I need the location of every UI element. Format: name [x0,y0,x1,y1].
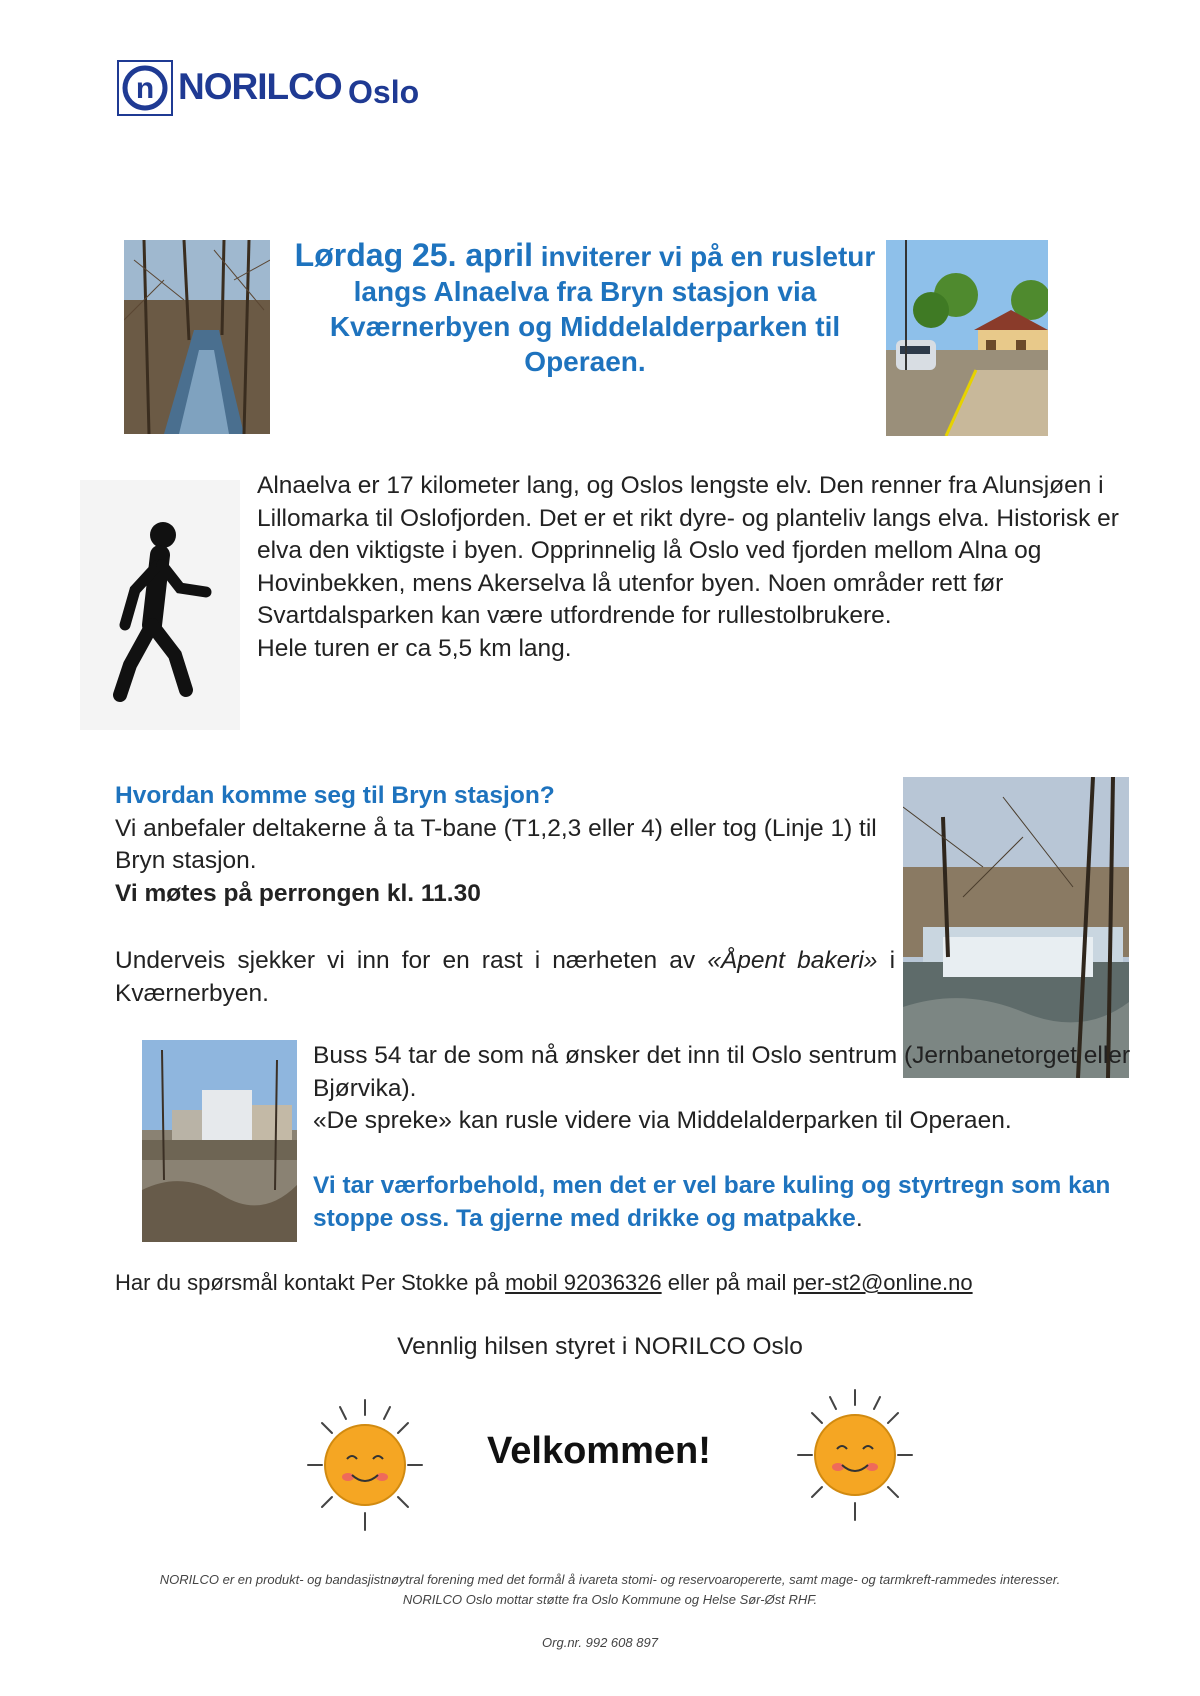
sun-icon-right [790,1385,920,1525]
opera-photo [142,1040,297,1242]
bus-text: Buss 54 tar de som nå ønsker det inn til Oslo sentrum (Jernbanetorget eller Bjørvika). [313,1042,1131,1102]
directions-text: Vi anbefaler deltakerne å ta T-bane (T1,2,3 eller 4) eller tog (Linje 1) til Bryn stasjon. [115,814,877,874]
weather-paragraph [313,1170,1173,1235]
station-photo [886,240,1048,436]
contact-line [115,1270,1115,1296]
meeting-time: Vi møtes på perrongen kl. 11.30 [115,879,481,907]
intro-text: Alnaelva er 17 kilometer lang, og Oslos lengste elv. Den renner fra Alunsjøen i Lillomarka til Oslofjorden. Det er et rikt dyre- og planteliv langs elva. Historisk er elva den viktigste i byen. Opprinnelig lå Oslo ved fjorden mellom Alna og Hovinbekken, mens Akerselva lå utenfor byen. Noen områder rett før Svartdalsparken kan være utfordrende for rullestolbrukere. [257,472,1119,629]
weather-end: . [855,1204,863,1232]
weather-text: Vi tar værforbehold, men det er vel bare kuling og styrtregn som kan stoppe oss. Ta gjerne med drikke og matpakke [313,1172,1111,1232]
break-text-after: i Kværnerbyen. [115,947,896,1007]
bakery-name: «Åpent bakeri» [707,947,878,974]
logo-mark [117,60,173,116]
break-text-before: Underveis sjekker vi inn for en rast i nærheten av [115,947,696,974]
sun-icon-left [300,1395,430,1535]
fit-walkers-text: «De spreke» kan rusle videre via Middelalderparken til Operaen. [313,1107,1012,1134]
logo-brand: NORILCO [178,66,342,107]
contact-middle: eller på mail [667,1270,787,1295]
distance-text: Hele turen er ca 5,5 km lang. [257,634,572,662]
footer-text: NORILCO er en produkt- og bandasjistnøytral forening med det formål å ivareta stomi- og reservoaropererte, samt mage- og tarmkreft-rammedes interesser. NORILCO Oslo mottar støtte fra Oslo Kommune og Helse Sør-Øst RHF. [159,1572,1061,1607]
svg-text:n: n [135,72,155,105]
contact-intro: Har du spørsmål kontakt Per Stokke på [115,1270,499,1295]
org-number: Org.nr. 992 608 897 [542,1635,658,1650]
welcome-heading: Velkommen! [487,1430,711,1472]
greeting: Vennlig hilsen styret i NORILCO Oslo [397,1333,803,1360]
bus-paragraph [313,1040,1173,1138]
logo-city: Oslo [348,74,420,110]
walking-person-icon [80,480,240,730]
event-date: Lørdag 25. april [294,237,533,273]
headline [285,238,885,379]
directions-section [115,780,895,910]
headline-text: inviterer vi på en rusletur langs Alnaelva fra Bryn stasjon via Kværnerbyen og Middelalderparken til Operaen. [329,241,876,377]
intro-paragraph [257,470,1137,665]
email-link[interactable]: per-st2@online.no [792,1270,973,1295]
phone-link[interactable]: mobil 92036326 [505,1270,662,1295]
waterfall-photo [903,777,1129,1078]
break-paragraph [115,945,895,1010]
directions-heading: Hvordan komme seg til Bryn stasjon? [115,782,555,809]
river-photo [124,240,270,434]
